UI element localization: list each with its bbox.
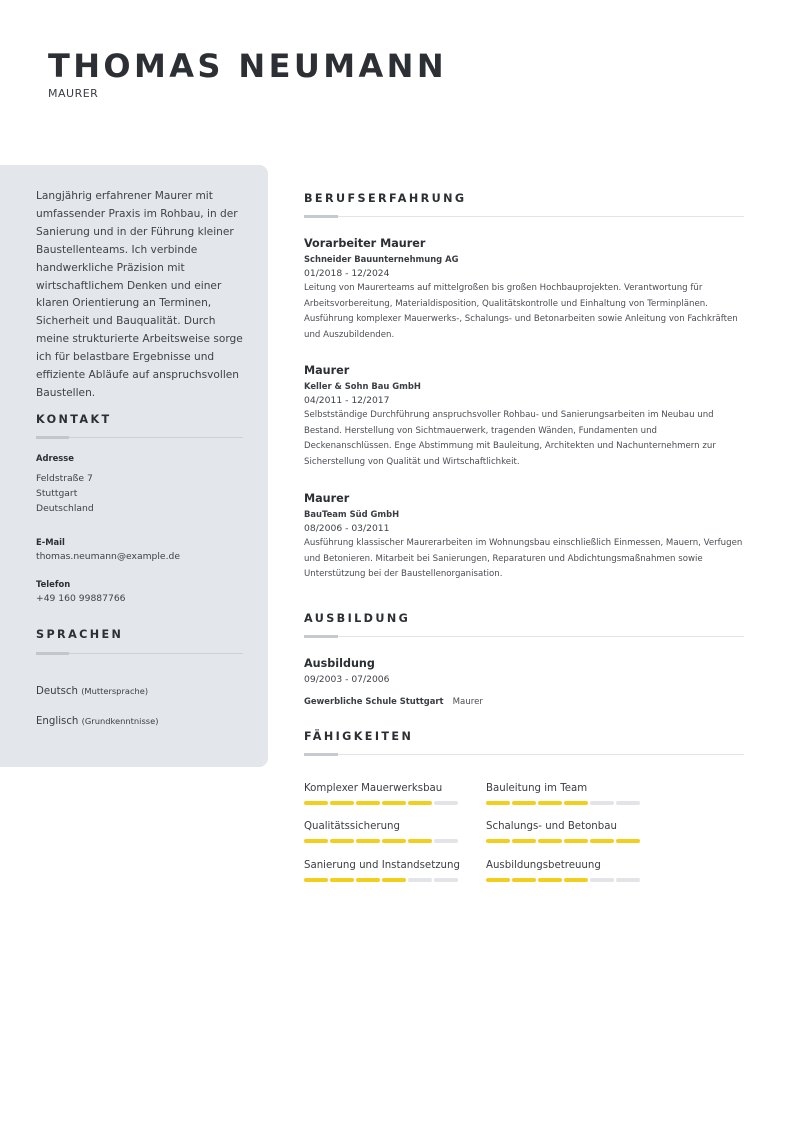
skill-item: [486, 859, 646, 882]
skill-segment-filled: [564, 801, 588, 805]
language-item: [36, 686, 148, 697]
skills-heading: FÄHIGKEITEN: [304, 730, 414, 743]
education-school: Gewerbliche Schule Stuttgart: [304, 696, 444, 706]
job-company: Keller & Sohn Bau GmbH: [304, 381, 421, 391]
skill-level-bar: [304, 878, 464, 882]
skill-level-bar: [304, 839, 464, 843]
skill-name: Komplexer Mauerwerksbau: [304, 783, 443, 794]
job-entry: [304, 491, 744, 583]
job-role: Maurer: [304, 492, 350, 505]
skill-level-bar: [304, 801, 464, 805]
address-line-1: Feldstraße 7: [36, 473, 93, 484]
job-description: Selbstständige Durchführung anspruchsvoller Rohbau- und Sanierungsarbeiten im Neubau und Bestand. Herstellung von Sichtmauerwerk, tragenden Wänden, Fundamenten und Deckenanschlüssen. Enge Abstimmung mit Bauleitung, Architekten und Nachunternehmern zur Sicherstellung von Qualität und Wirtschaftlichkeit.: [304, 410, 716, 467]
experience-divider: [304, 216, 744, 217]
candidate-title: MAURER: [48, 87, 99, 100]
skill-segment-filled: [486, 878, 510, 882]
job-entry: [304, 363, 744, 470]
skill-name: Ausbildungsbetreuung: [486, 860, 601, 871]
education-entry: [304, 656, 744, 708]
skill-segment-empty: [616, 878, 640, 882]
sidebar: [0, 165, 268, 767]
skill-segment-empty: [590, 801, 614, 805]
job-role: Vorarbeiter Maurer: [304, 237, 426, 250]
experience-heading: BERUFSERFAHRUNG: [304, 192, 467, 205]
skill-segment-empty: [616, 801, 640, 805]
skill-item: [486, 820, 646, 843]
skill-segment-filled: [382, 839, 406, 843]
skill-segment-filled: [512, 878, 536, 882]
skill-segment-filled: [330, 839, 354, 843]
education-heading: AUSBILDUNG: [304, 612, 411, 625]
skill-segment-empty: [434, 801, 458, 805]
skill-segment-filled: [512, 839, 536, 843]
skill-item: [304, 820, 464, 843]
skill-segment-filled: [330, 801, 354, 805]
job-company: Schneider Bauunternehmung AG: [304, 254, 459, 264]
education-dates: 09/2003 - 07/2006: [304, 674, 390, 685]
skill-segment-empty: [408, 878, 432, 882]
skill-segment-filled: [382, 878, 406, 882]
contact-divider: [36, 437, 243, 438]
education-field: Maurer: [452, 697, 483, 707]
education-title: Ausbildung: [304, 657, 375, 670]
skill-segment-filled: [486, 801, 510, 805]
skill-item: [486, 782, 646, 805]
job-role: Maurer: [304, 364, 350, 377]
skill-segment-filled: [564, 839, 588, 843]
skill-segment-filled: [408, 839, 432, 843]
skill-segment-filled: [564, 878, 588, 882]
languages-heading: SPRACHEN: [36, 628, 124, 641]
skill-segment-filled: [486, 839, 510, 843]
skill-level-bar: [486, 839, 646, 843]
skill-segment-filled: [356, 801, 380, 805]
skill-level-bar: [486, 801, 646, 805]
profile-summary: Langjährig erfahrener Maurer mit umfassender Praxis im Rohbau, in der Sanierung und in der Führung kleiner Baustellenteams. Ich verbinde handwerkliche Präzision mit wirtschaftlichem Denken und einer klaren Orientierung an Terminen, Sicherheit und Bauqualität. Durch meine strukturierte Arbeitsweise sorge ich für belastbare Ergebnisse und effiziente Abläufe auf anspruchsvollen Baustellen.: [36, 190, 243, 399]
contact-heading: KONTAKT: [36, 413, 112, 426]
address-line-3: Deutschland: [36, 503, 94, 514]
skill-segment-filled: [512, 801, 536, 805]
skill-name: Bauleitung im Team: [486, 783, 588, 794]
skill-segment-filled: [356, 878, 380, 882]
candidate-name: THOMAS NEUMANN: [48, 47, 448, 85]
skill-level-bar: [486, 878, 646, 882]
skill-segment-filled: [590, 839, 614, 843]
language-name: Englisch: [36, 716, 79, 727]
job-dates: 01/2018 - 12/2024: [304, 268, 390, 279]
education-divider: [304, 636, 744, 637]
job-dates: 04/2011 - 12/2017: [304, 395, 390, 406]
language-item: [36, 716, 158, 727]
skill-segment-filled: [356, 839, 380, 843]
skill-item: [304, 859, 464, 882]
job-entry: [304, 236, 744, 343]
job-description: Ausführung klassischer Maurerarbeiten im Wohnungsbau einschließlich Einmessen, Mauern, Verfugen und Betonieren. Mitarbeit bei Sanierungen, Reparaturen und Abdichtungsmaßnahmen sowie Unterstützung bei der Baustellenorganisation.: [304, 538, 743, 580]
skill-segment-filled: [408, 801, 432, 805]
skill-segment-filled: [538, 839, 562, 843]
email-label: E-Mail: [36, 537, 65, 547]
skill-segment-filled: [304, 801, 328, 805]
job-description: Leitung von Maurerteams auf mittelgroßen bis großen Hochbauprojekten. Verantwortung für Arbeitsvorbereitung, Materialdisposition, Qualitätskontrolle und Einhaltung von Terminplänen. Ausführung komplexer Mauerwerks-, Schalungs- und Betonarbeiten sowie Anleitung von Fachkräften und Auszubildenden.: [304, 283, 738, 340]
languages-divider: [36, 653, 243, 654]
language-level: (Muttersprache): [81, 686, 149, 696]
language-level: (Grundkenntnisse): [81, 716, 159, 726]
skill-item: [304, 782, 464, 805]
skill-name: Sanierung und Instandsetzung: [304, 860, 460, 871]
language-name: Deutsch: [36, 686, 78, 697]
skill-segment-filled: [330, 878, 354, 882]
skill-segment-filled: [616, 839, 640, 843]
address-line-2: Stuttgart: [36, 488, 78, 499]
skill-segment-filled: [304, 878, 328, 882]
phone-value[interactable]: +49 160 99887766: [36, 593, 126, 604]
skill-segment-filled: [538, 878, 562, 882]
address-label: Adresse: [36, 453, 74, 463]
email-value[interactable]: thomas.neumann@example.de: [36, 551, 180, 562]
skills-divider: [304, 754, 744, 755]
job-dates: 08/2006 - 03/2011: [304, 523, 390, 534]
phone-label: Telefon: [36, 579, 71, 589]
skill-segment-filled: [382, 801, 406, 805]
skill-segment-filled: [304, 839, 328, 843]
job-company: BauTeam Süd GmbH: [304, 509, 400, 519]
skill-segment-empty: [590, 878, 614, 882]
skill-name: Qualitätssicherung: [304, 821, 400, 832]
skill-segment-empty: [434, 839, 458, 843]
skill-name: Schalungs- und Betonbau: [486, 821, 617, 832]
skill-segment-filled: [538, 801, 562, 805]
skill-segment-empty: [434, 878, 458, 882]
